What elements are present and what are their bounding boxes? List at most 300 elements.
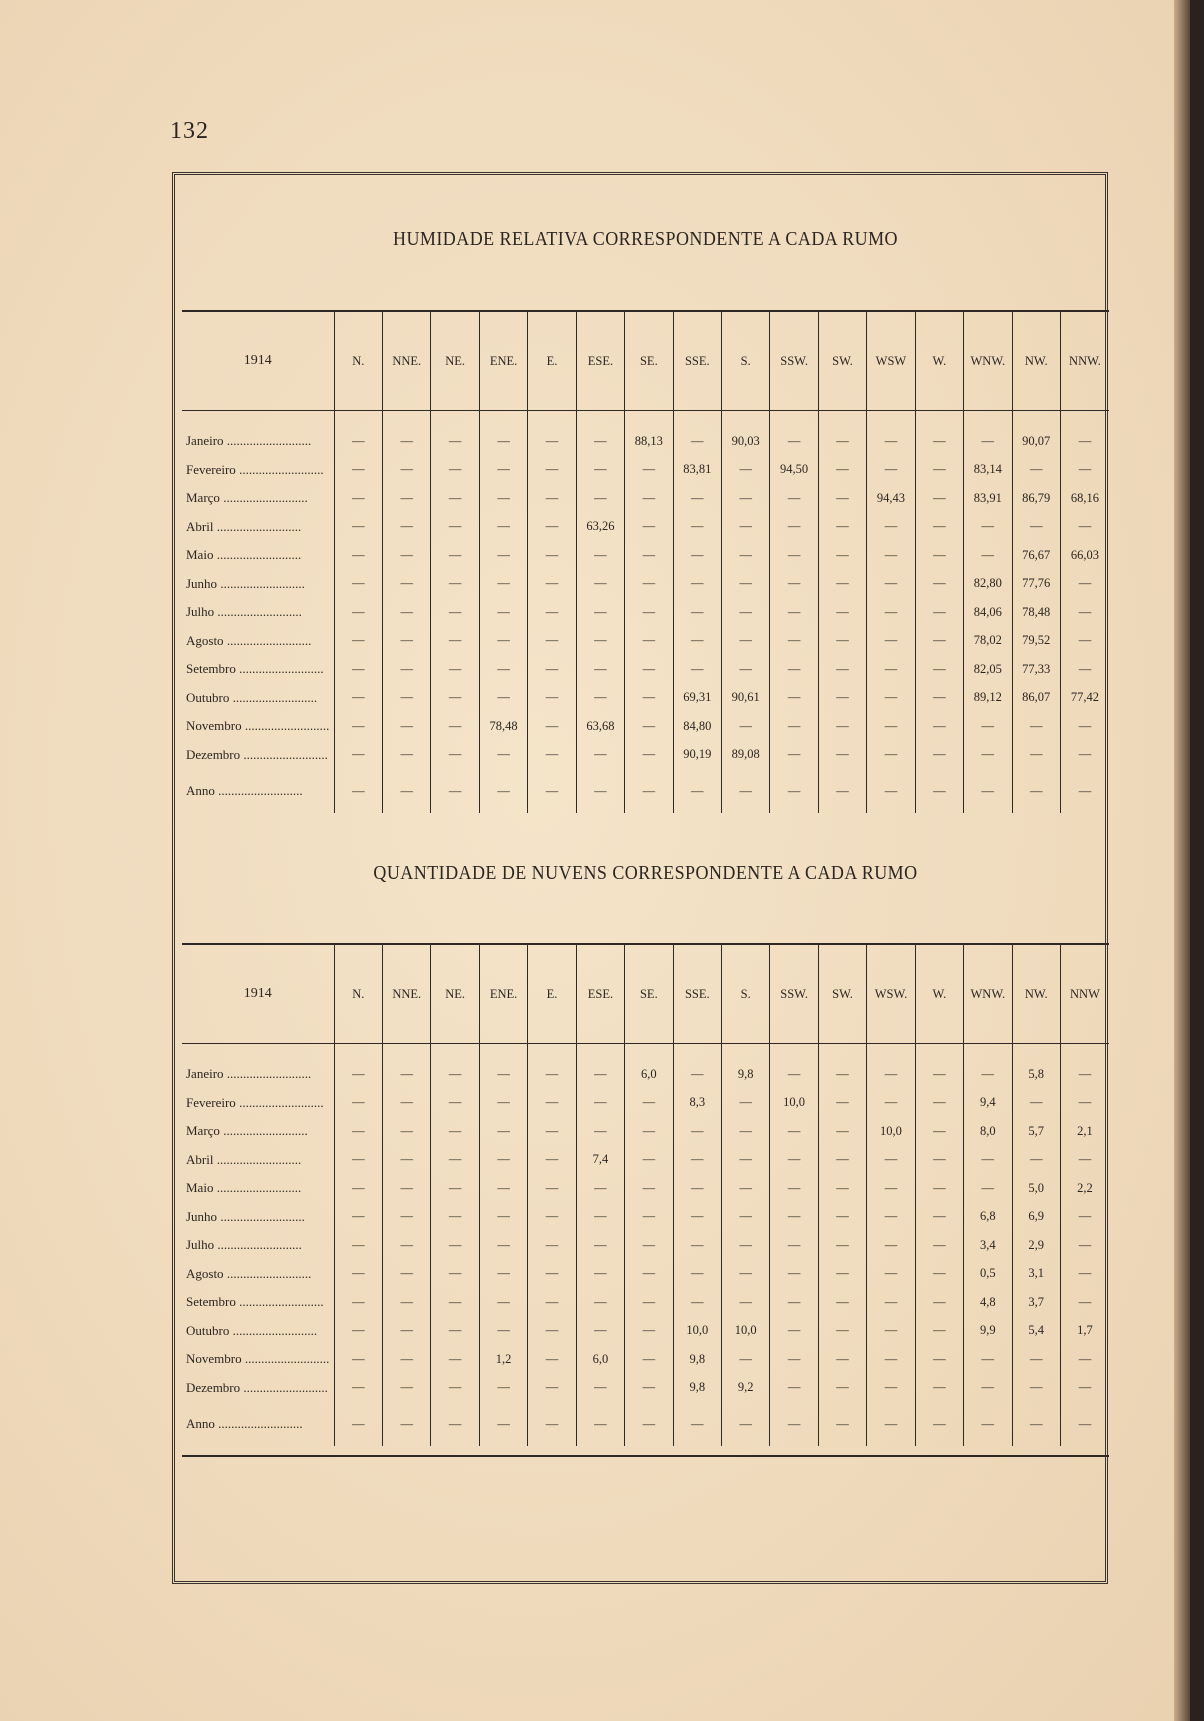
table-cell: —	[479, 1044, 527, 1089]
table-cell: —	[625, 1203, 673, 1232]
dot-leader: ..........................	[217, 575, 305, 591]
table-cell: —	[479, 741, 527, 770]
table-cell: —	[673, 1174, 721, 1203]
table-cell: —	[625, 655, 673, 684]
clouds-table	[182, 943, 1109, 1446]
dot-leader: ..........................	[241, 718, 330, 734]
dot-leader: ..........................	[214, 604, 302, 620]
table-cell: —	[673, 1260, 721, 1289]
table-cell: —	[673, 570, 721, 599]
table-cell: —	[528, 1374, 576, 1403]
table-cell: —	[818, 598, 866, 627]
table-cell: —	[528, 627, 576, 656]
table-cell: —	[431, 1260, 479, 1289]
table-cell: —	[528, 456, 576, 485]
clouds-col-header: NNW	[1060, 944, 1109, 1044]
table-cell: —	[383, 655, 431, 684]
clouds-col-header: NW.	[1012, 944, 1060, 1044]
clouds-header-row	[182, 944, 1109, 1044]
table-cell: —	[915, 1374, 963, 1403]
month-label	[182, 1089, 334, 1118]
table-row	[182, 513, 1109, 542]
table-cell: —	[576, 1288, 624, 1317]
table-cell: —	[334, 741, 382, 770]
table-cell: 1,2	[479, 1345, 527, 1374]
table-cell: —	[867, 1089, 915, 1118]
humidity-col-header: NNE.	[383, 311, 431, 411]
table-cell: —	[867, 1374, 915, 1403]
table-cell: —	[673, 1203, 721, 1232]
table-cell: —	[1060, 627, 1109, 656]
table-cell: 9,8	[673, 1374, 721, 1403]
month-name: Julho	[186, 604, 215, 620]
dot-leader: ..........................	[223, 632, 312, 648]
table-cell: —	[383, 1288, 431, 1317]
table-cell: —	[1060, 1203, 1109, 1232]
table-cell: —	[431, 1345, 479, 1374]
table-cell: —	[625, 598, 673, 627]
clouds-col-header: SE.	[625, 944, 673, 1044]
table-row	[182, 541, 1109, 570]
table-cell: —	[867, 741, 915, 770]
table-cell: 9,2	[721, 1374, 769, 1403]
table-cell: —	[334, 1044, 382, 1089]
table-cell: —	[625, 1089, 673, 1118]
table-cell: —	[576, 1260, 624, 1289]
table-cell: 84,80	[673, 712, 721, 741]
table-cell: —	[673, 541, 721, 570]
month-name: Abril	[186, 518, 214, 534]
clouds-col-header: NNE.	[383, 944, 431, 1044]
table-cell: —	[576, 655, 624, 684]
table-cell: —	[1012, 1345, 1060, 1374]
table-cell: —	[334, 684, 382, 713]
table-row	[182, 484, 1109, 513]
table-cell: —	[915, 627, 963, 656]
table-cell: —	[431, 1174, 479, 1203]
month-label	[182, 741, 334, 770]
month-name: Janeiro	[186, 1066, 224, 1082]
table-cell: —	[867, 541, 915, 570]
table-cell: —	[479, 1231, 527, 1260]
month-name: Outubro	[186, 1322, 230, 1338]
table-cell: —	[867, 570, 915, 599]
table-cell: —	[383, 513, 431, 542]
table-cell: —	[528, 1174, 576, 1203]
table-cell: —	[1012, 741, 1060, 770]
table-cell: —	[383, 411, 431, 456]
table-cell: —	[625, 1288, 673, 1317]
table-cell: —	[915, 1203, 963, 1232]
table-cell: 1,7	[1060, 1317, 1109, 1346]
table-cell: —	[334, 411, 382, 456]
table-cell: —	[1060, 513, 1109, 542]
month-name: Março	[186, 1123, 220, 1139]
table-cell: —	[1012, 712, 1060, 741]
humidity-col-header: E.	[528, 311, 576, 411]
table-cell: 10,0	[770, 1089, 818, 1118]
table-cell: —	[576, 1089, 624, 1118]
table-cell: —	[479, 484, 527, 513]
table-row	[182, 1260, 1109, 1289]
table-cell: —	[915, 411, 963, 456]
month-label	[182, 712, 334, 741]
month-label	[182, 1146, 334, 1175]
table-cell: —	[915, 741, 963, 770]
table-cell: —	[383, 1089, 431, 1118]
table-cell: —	[625, 456, 673, 485]
table-cell: —	[867, 456, 915, 485]
table-cell: —	[673, 1288, 721, 1317]
dot-leader: ..........................	[214, 1416, 303, 1431]
table-cell: 90,61	[721, 684, 769, 713]
dot-leader: ..........................	[229, 689, 318, 705]
table-cell: —	[818, 655, 866, 684]
table-cell: —	[431, 598, 479, 627]
table-cell: —	[528, 655, 576, 684]
table-cell: —	[770, 1288, 818, 1317]
table-cell: —	[625, 741, 673, 770]
month-name: Junho	[186, 575, 218, 591]
table-cell: —	[334, 1317, 382, 1346]
table-cell: —	[1012, 456, 1060, 485]
table-cell: —	[576, 456, 624, 485]
table-cell: —	[576, 570, 624, 599]
table-cell: 83,81	[673, 456, 721, 485]
table-cell: —	[721, 484, 769, 513]
table-cell: —	[818, 513, 866, 542]
table-cell: 69,31	[673, 684, 721, 713]
table-cell: 5,4	[1012, 1317, 1060, 1346]
table-row	[182, 1288, 1109, 1317]
dot-leader: ..........................	[217, 1208, 305, 1224]
table-cell: —	[479, 541, 527, 570]
month-label	[182, 1231, 334, 1260]
table-row	[182, 570, 1109, 599]
dot-leader: ..........................	[214, 1237, 302, 1253]
month-label	[182, 411, 334, 456]
table-cell: —	[770, 684, 818, 713]
humidity-col-header: SE.	[625, 311, 673, 411]
table-cell: —	[673, 1044, 721, 1089]
table-cell: —	[625, 1317, 673, 1346]
clouds-title: QUANTIDADE DE NUVENS CORRESPONDENTE A CADA RUMO	[373, 862, 918, 884]
table-cell: —	[431, 655, 479, 684]
dot-leader: ..........................	[213, 518, 302, 534]
table-cell: —	[334, 1288, 382, 1317]
month-label	[182, 1203, 334, 1232]
table-cell: —	[479, 1117, 527, 1146]
humidity-col-header: S.	[721, 311, 769, 411]
table-cell: —	[721, 1174, 769, 1203]
table-cell: —	[334, 1260, 382, 1289]
table-cell: 79,52	[1012, 627, 1060, 656]
table-cell: 63,26	[576, 513, 624, 542]
table-cell: —	[915, 1260, 963, 1289]
table-cell: —	[431, 1231, 479, 1260]
table-cell: —	[818, 541, 866, 570]
humidity-col-header: NW.	[1012, 311, 1060, 411]
table-cell: 66,03	[1060, 541, 1109, 570]
table-cell: —	[770, 1203, 818, 1232]
table-cell: —	[915, 1288, 963, 1317]
table-cell: —	[334, 712, 382, 741]
table-cell: 90,07	[1012, 411, 1060, 456]
table-cell: 3,7	[1012, 1288, 1060, 1317]
table-cell: —	[673, 1402, 721, 1446]
table-cell: —	[721, 513, 769, 542]
bottom-rule	[182, 1455, 1109, 1457]
dot-leader: ..........................	[214, 783, 303, 798]
table-cell: —	[383, 741, 431, 770]
table-cell: —	[576, 1402, 624, 1446]
page-edge	[1174, 0, 1190, 1721]
table-row	[182, 655, 1109, 684]
table-cell: 82,80	[964, 570, 1012, 599]
table-cell: —	[770, 484, 818, 513]
table-cell: —	[673, 411, 721, 456]
clouds-col-header: W.	[915, 944, 963, 1044]
table-cell: —	[431, 570, 479, 599]
table-cell: —	[431, 1117, 479, 1146]
table-cell: —	[818, 712, 866, 741]
table-cell: —	[1060, 655, 1109, 684]
table-cell: —	[479, 513, 527, 542]
clouds-col-header: E.	[528, 944, 576, 1044]
table-cell: —	[721, 541, 769, 570]
table-cell: —	[770, 655, 818, 684]
dot-leader: ..........................	[219, 1123, 308, 1139]
table-cell: 76,67	[1012, 541, 1060, 570]
table-cell: —	[576, 1317, 624, 1346]
clouds-col-header: WSW.	[867, 944, 915, 1044]
table-cell: —	[673, 513, 721, 542]
table-cell: —	[1060, 712, 1109, 741]
dot-leader: ..........................	[213, 1180, 302, 1196]
month-name: Julho	[186, 1237, 215, 1253]
table-cell: 88,13	[625, 411, 673, 456]
table-cell: —	[576, 684, 624, 713]
table-cell: —	[964, 769, 1012, 813]
table-cell: 10,0	[721, 1317, 769, 1346]
table-cell: —	[334, 1374, 382, 1403]
table-row	[182, 1146, 1109, 1175]
table-cell: —	[576, 541, 624, 570]
table-cell: —	[528, 1231, 576, 1260]
humidity-col-header: W.	[915, 311, 963, 411]
table-cell: —	[867, 1174, 915, 1203]
humidity-col-header: NE.	[431, 311, 479, 411]
humidity-col-header: ESE.	[576, 311, 624, 411]
table-cell: —	[915, 655, 963, 684]
table-cell: —	[334, 1174, 382, 1203]
table-cell: —	[576, 1044, 624, 1089]
month-label	[182, 627, 334, 656]
month-label	[182, 598, 334, 627]
clouds-body	[182, 1044, 1109, 1447]
table-cell: —	[576, 1117, 624, 1146]
table-cell: —	[915, 1146, 963, 1175]
table-cell: 90,03	[721, 411, 769, 456]
month-label	[182, 1317, 334, 1346]
table-cell: —	[383, 570, 431, 599]
table-cell: —	[721, 655, 769, 684]
table-cell: —	[625, 627, 673, 656]
month-label	[182, 1117, 334, 1146]
table-cell: —	[1012, 769, 1060, 813]
table-cell: —	[867, 411, 915, 456]
table-cell: —	[964, 1044, 1012, 1089]
table-cell: —	[1012, 1402, 1060, 1446]
table-cell: —	[383, 456, 431, 485]
table-cell: 77,33	[1012, 655, 1060, 684]
table-cell: —	[431, 1146, 479, 1175]
table-cell: —	[528, 598, 576, 627]
table-cell: —	[818, 456, 866, 485]
humidity-header-row	[182, 311, 1109, 411]
table-cell: —	[528, 1146, 576, 1175]
table-cell: —	[721, 598, 769, 627]
table-cell: —	[915, 1044, 963, 1089]
table-cell: —	[1012, 1089, 1060, 1118]
clouds-col-header: N.	[334, 944, 382, 1044]
table-cell: —	[479, 1174, 527, 1203]
table-cell: —	[770, 411, 818, 456]
table-cell: —	[867, 513, 915, 542]
table-cell: 3,1	[1012, 1260, 1060, 1289]
table-cell: —	[721, 1089, 769, 1118]
table-cell: —	[528, 1203, 576, 1232]
table-cell: —	[383, 1117, 431, 1146]
table-cell: —	[334, 627, 382, 656]
table-cell: —	[334, 1146, 382, 1175]
table-row	[182, 1402, 1109, 1446]
table-cell: —	[770, 1260, 818, 1289]
table-cell: 77,42	[1060, 684, 1109, 713]
table-cell: —	[818, 1288, 866, 1317]
table-cell: —	[1060, 1044, 1109, 1089]
table-cell: —	[818, 1203, 866, 1232]
table-cell: 86,79	[1012, 484, 1060, 513]
table-cell: —	[383, 769, 431, 813]
table-cell: —	[818, 411, 866, 456]
table-cell: —	[915, 541, 963, 570]
table-cell: —	[479, 1288, 527, 1317]
table-row	[182, 1203, 1109, 1232]
table-cell: —	[818, 1231, 866, 1260]
table-cell: —	[721, 1288, 769, 1317]
month-name: Agosto	[186, 1265, 224, 1281]
month-label	[182, 1260, 334, 1289]
table-cell: —	[528, 712, 576, 741]
table-cell: —	[915, 598, 963, 627]
table-cell: 7,4	[576, 1146, 624, 1175]
table-cell: —	[479, 1203, 527, 1232]
table-cell: 5,0	[1012, 1174, 1060, 1203]
table-cell: —	[625, 484, 673, 513]
month-name: Setembro	[186, 661, 236, 677]
table-cell: —	[334, 570, 382, 599]
table-cell: —	[770, 1374, 818, 1403]
table-cell: —	[383, 1203, 431, 1232]
table-cell: —	[528, 1288, 576, 1317]
table-cell: —	[576, 769, 624, 813]
table-row	[182, 684, 1109, 713]
month-label	[182, 570, 334, 599]
month-name: Setembro	[186, 1294, 236, 1310]
month-label	[182, 655, 334, 684]
table-cell: —	[673, 598, 721, 627]
table-cell: —	[721, 769, 769, 813]
table-cell: —	[818, 570, 866, 599]
table-cell: 6,8	[964, 1203, 1012, 1232]
table-cell: —	[915, 1402, 963, 1446]
table-row	[182, 411, 1109, 456]
month-name: Anno	[186, 1416, 215, 1431]
table-cell: —	[1012, 513, 1060, 542]
dot-leader: ..........................	[213, 547, 302, 563]
humidity-col-header: SW.	[818, 311, 866, 411]
table-cell: —	[576, 1174, 624, 1203]
table-cell: —	[770, 1117, 818, 1146]
table-cell: —	[915, 1345, 963, 1374]
table-cell: —	[673, 769, 721, 813]
humidity-body	[182, 411, 1109, 814]
table-cell: —	[431, 411, 479, 456]
table-cell: —	[625, 541, 673, 570]
table-cell: 4,8	[964, 1288, 1012, 1317]
humidity-col-header: ENE.	[479, 311, 527, 411]
table-cell: —	[818, 741, 866, 770]
table-cell: —	[528, 769, 576, 813]
table-row	[182, 1089, 1109, 1118]
table-cell: —	[867, 1345, 915, 1374]
table-cell: 9,9	[964, 1317, 1012, 1346]
table-cell: 0,5	[964, 1260, 1012, 1289]
table-cell: —	[1060, 1260, 1109, 1289]
table-cell: —	[334, 484, 382, 513]
table-row	[182, 712, 1109, 741]
table-cell: —	[721, 1402, 769, 1446]
dot-leader: ..........................	[235, 1294, 324, 1310]
table-cell: —	[334, 655, 382, 684]
month-name: Dezembro	[186, 1379, 241, 1395]
table-cell: 83,91	[964, 484, 1012, 513]
month-name: Dezembro	[186, 746, 241, 762]
table-cell: —	[1012, 1374, 1060, 1403]
table-cell: —	[770, 1231, 818, 1260]
month-label	[182, 1174, 334, 1203]
table-cell: —	[625, 570, 673, 599]
clouds-col-header: ENE.	[479, 944, 527, 1044]
table-cell: —	[383, 1317, 431, 1346]
table-cell: —	[576, 1374, 624, 1403]
table-cell: —	[431, 1317, 479, 1346]
table-cell: —	[867, 655, 915, 684]
table-cell: 68,16	[1060, 484, 1109, 513]
table-cell: —	[1060, 1374, 1109, 1403]
dot-leader: ..........................	[235, 461, 324, 477]
table-cell: 6,0	[625, 1044, 673, 1089]
table-cell: 9,8	[721, 1044, 769, 1089]
humidity-col-header: SSE.	[673, 311, 721, 411]
table-row	[182, 1231, 1109, 1260]
dot-leader: ..........................	[219, 490, 308, 506]
table-cell: —	[1060, 598, 1109, 627]
dot-leader: ..........................	[223, 1066, 312, 1082]
table-cell: —	[818, 1146, 866, 1175]
table-cell: 83,14	[964, 456, 1012, 485]
